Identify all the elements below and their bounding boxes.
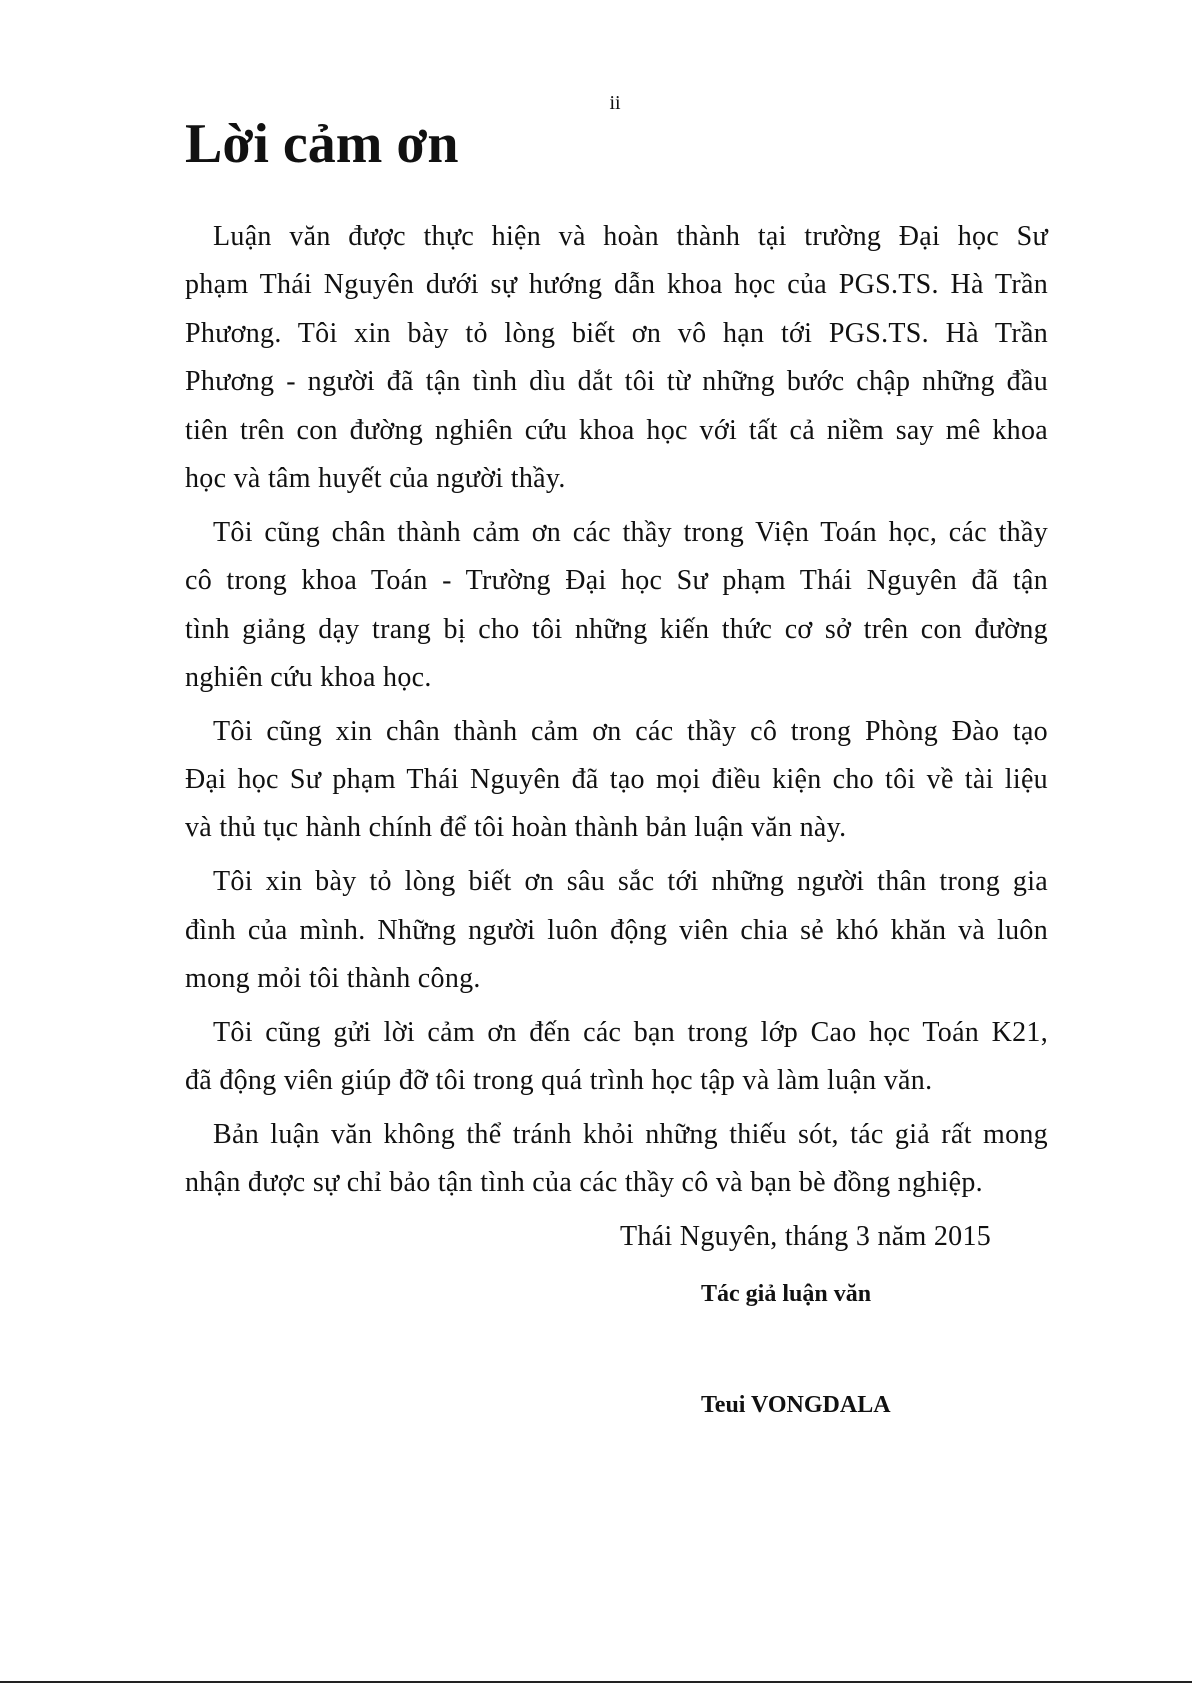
paragraph-line: tiên trên con đường nghiên cứu khoa học với tất cả niềm say mê khoa (185, 414, 1048, 446)
paragraph-2 (185, 509, 1048, 703)
paragraph-line: Phương. Tôi xin bày tỏ lòng biết ơn vô hạn tới PGS.TS. Hà Trần (185, 317, 1048, 349)
paragraph-line: Tôi xin bày tỏ lòng biết ơn sâu sắc tới những người thân trong gia (213, 866, 1048, 898)
page-title: Lời cảm ơn (185, 113, 459, 175)
paragraph-line: học và tâm huyết của người thầy. (185, 462, 566, 494)
page-number: ii (609, 92, 621, 114)
paragraph-line: cô trong khoa Toán - Trường Đại học Sư phạm Thái Nguyên đã tận (185, 565, 1048, 597)
paragraph-line: Tôi cũng chân thành cảm ơn các thầy trong Viện Toán học, các thầy (213, 516, 1048, 548)
page-bottom-edge (0, 1681, 1192, 1683)
paragraph-1 (185, 213, 1048, 503)
paragraph-line: tình giảng dạy trang bị cho tôi những kiến thức cơ sở trên con đường (185, 613, 1048, 645)
paragraph-4 (185, 858, 1048, 1003)
paragraph-5 (185, 1009, 1048, 1106)
acknowledgement-body (185, 213, 1048, 1213)
paragraph-line: đã động viên giúp đỡ tôi trong quá trình học tập và làm luận văn. (185, 1065, 933, 1097)
paragraph-line: đình của mình. Những người luôn động viên chia sẻ khó khăn và luôn (185, 914, 1048, 946)
paragraph-line: Đại học Sư phạm Thái Nguyên đã tạo mọi điều kiện cho tôi về tài liệu (185, 764, 1048, 796)
paragraph-line: mong mỏi tôi thành công. (185, 963, 481, 995)
paragraph-line: Tôi cũng gửi lời cảm ơn đến các bạn trong lớp Cao học Toán K21, (213, 1016, 1048, 1048)
author-label: Tác giả luận văn (701, 1281, 872, 1307)
paragraph-line: Phương - người đã tận tình dìu dắt tôi từ những bước chập những đầu (185, 366, 1048, 398)
paragraph-3 (185, 708, 1048, 853)
paragraph-line: nhận được sự chỉ bảo tận tình của các thầy cô và bạn bè đồng nghiệp. (185, 1167, 983, 1199)
paragraph-6 (185, 1111, 1048, 1208)
place-and-date: Thái Nguyên, tháng 3 năm 2015 (620, 1221, 992, 1252)
paragraph-line: và thủ tục hành chính để tôi hoàn thành bản luận văn này. (185, 812, 847, 844)
paragraph-line: Luận văn được thực hiện và hoàn thành tại trường Đại học Sư (213, 221, 1048, 252)
author-name: Teui VONGDALA (701, 1392, 891, 1418)
paragraph-line: Bản luận văn không thể tránh khỏi những thiếu sót, tác giả rất mong (213, 1118, 1048, 1150)
paragraph-line: Tôi cũng xin chân thành cảm ơn các thầy cô trong Phòng Đào tạo (213, 715, 1048, 747)
paragraph-line: nghiên cứu khoa học. (185, 661, 432, 693)
paragraph-line: phạm Thái Nguyên dưới sự hướng dẫn khoa học của PGS.TS. Hà Trần (185, 269, 1048, 301)
